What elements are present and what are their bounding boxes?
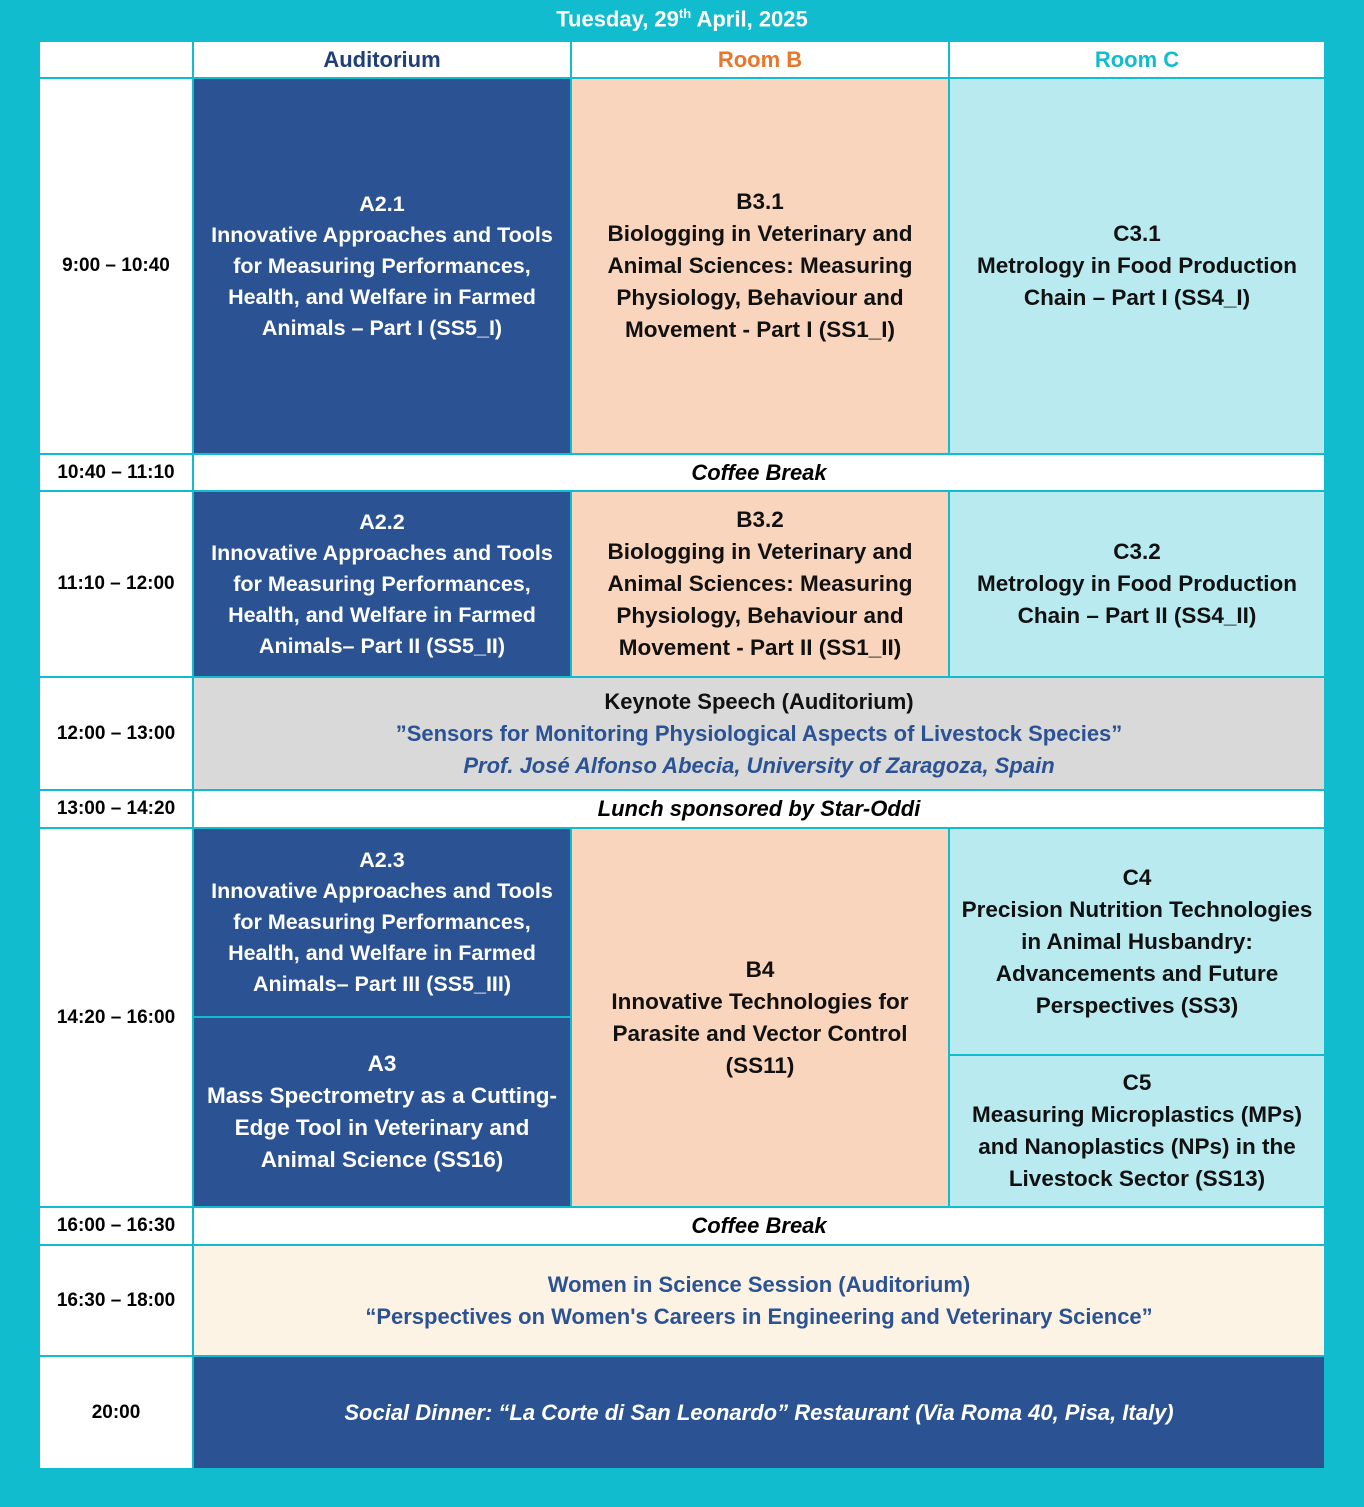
- session-line: Animals– Part III (SS5_III): [252, 972, 512, 996]
- session-line: Health, and Welfare in Farmed: [228, 941, 536, 965]
- session-line: Chain – Part I (SS4_I): [1023, 285, 1251, 310]
- session-c3-2: [950, 492, 1324, 676]
- session-code: A3: [367, 1051, 397, 1076]
- session-line: Innovative Approaches and Tools: [211, 222, 553, 247]
- coffee-break: Coffee Break: [194, 455, 1324, 490]
- session-line: Chain – Part II (SS4_II): [1017, 603, 1257, 628]
- keynote-heading: Keynote Speech (Auditorium): [604, 688, 914, 714]
- session-line: Physiology, Behaviour and: [616, 285, 904, 310]
- session-a2-3: [194, 829, 570, 1016]
- session-line: Physiology, Behaviour and: [616, 603, 904, 628]
- session-line: Innovative Technologies for: [611, 988, 909, 1014]
- time-slot: 10:40 – 11:10: [40, 455, 192, 490]
- time-slot: 16:00 – 16:30: [40, 1208, 192, 1244]
- session-line: in Animal Husbandry:: [1021, 928, 1253, 954]
- session-line: Animal Science (SS16): [260, 1147, 504, 1172]
- lunch: Lunch sponsored by Star-Oddi: [194, 791, 1324, 827]
- time-slot: 12:00 – 13:00: [40, 678, 192, 789]
- session-line: Movement - Part I (SS1_I): [624, 317, 896, 342]
- session-line: for Measuring Performances,: [233, 253, 531, 278]
- session-code: C3.1: [1113, 221, 1161, 246]
- session-line: Advancements and Future: [995, 960, 1279, 986]
- time-slot: 11:10 – 12:00: [40, 492, 192, 676]
- keynote-talk-title: ”Sensors for Monitoring Physiological Aspects of Livestock Species”: [395, 720, 1123, 746]
- session-line: Metrology in Food Production: [977, 571, 1297, 596]
- session-line: and Nanoplastics (NPs) in the: [978, 1134, 1296, 1159]
- page-title: [0, 6, 1364, 32]
- time-slot: 9:00 – 10:40: [40, 79, 192, 453]
- session-line: Parasite and Vector Control: [612, 1020, 908, 1046]
- session-line: Animals – Part I (SS5_I): [261, 315, 503, 340]
- session-line: Animal Sciences: Measuring: [607, 253, 913, 278]
- session-line: Precision Nutrition Technologies: [961, 896, 1313, 922]
- session-a3: [194, 1018, 570, 1206]
- session-line: Health, and Welfare in Farmed: [228, 602, 536, 627]
- time-slot: 13:00 – 14:20: [40, 791, 192, 827]
- session-a2-1: [194, 79, 570, 453]
- session-line: Innovative Approaches and Tools: [211, 540, 553, 565]
- session-c4: [950, 829, 1324, 1054]
- session-c3-1: [950, 79, 1324, 453]
- session-code: C4: [1122, 864, 1152, 890]
- header-corner: [40, 42, 192, 77]
- time-slot: 20:00: [40, 1357, 192, 1468]
- session-line: Innovative Approaches and Tools: [211, 879, 553, 903]
- session-code: B3.1: [736, 189, 784, 214]
- women-talk-title: “Perspectives on Women's Careers in Engineering and Veterinary Science”: [365, 1303, 1153, 1329]
- session-line: (SS11): [725, 1052, 795, 1078]
- session-line: Biologging in Veterinary and: [607, 221, 913, 246]
- room-header-room-b: Room B: [572, 42, 948, 77]
- time-slot: 14:20 – 16:00: [40, 829, 192, 1206]
- session-code: A2.3: [359, 848, 405, 872]
- session-line: Livestock Sector (SS13): [1008, 1166, 1266, 1191]
- title-day: Tuesday, 29: [556, 6, 679, 32]
- session-b4: [572, 829, 948, 1206]
- session-line: Mass Spectrometry as a Cutting-: [206, 1083, 558, 1108]
- session-line: Perspectives (SS3): [1035, 992, 1239, 1018]
- session-code: A2.2: [359, 509, 405, 534]
- women-heading: Women in Science Session (Auditorium): [547, 1271, 971, 1297]
- session-line: for Measuring Performances,: [233, 910, 531, 934]
- session-line: Health, and Welfare in Farmed: [228, 284, 536, 309]
- session-code: C3.2: [1113, 539, 1161, 564]
- session-b3-1: [572, 79, 948, 453]
- coffee-break: Coffee Break: [194, 1208, 1324, 1244]
- session-line: for Measuring Performances,: [233, 571, 531, 596]
- session-line: Movement - Part II (SS1_II): [618, 635, 902, 660]
- room-header-auditorium: Auditorium: [194, 42, 570, 77]
- session-line: Animals– Part II (SS5_II): [258, 633, 506, 658]
- session-b3-2: [572, 492, 948, 676]
- session-a2-2: [194, 492, 570, 676]
- session-line: Measuring Microplastics (MPs): [971, 1102, 1303, 1127]
- session-code: C5: [1122, 1070, 1152, 1095]
- time-slot: 16:30 – 18:00: [40, 1246, 192, 1355]
- session-line: Metrology in Food Production: [977, 253, 1297, 278]
- keynote-speaker: Prof. José Alfonso Abecia, University of Zaragoza, Spain: [463, 752, 1055, 778]
- session-code: A2.1: [359, 191, 405, 216]
- session-line: Animal Sciences: Measuring: [607, 571, 913, 596]
- title-rest: April, 2025: [691, 6, 808, 32]
- session-line: Biologging in Veterinary and: [607, 539, 913, 564]
- women-in-science-session: [194, 1246, 1324, 1355]
- session-line: Edge Tool in Veterinary and: [234, 1115, 530, 1140]
- title-sup: th: [678, 6, 692, 21]
- keynote-speech: [194, 678, 1324, 789]
- session-c5: [950, 1056, 1324, 1206]
- room-header-room-c: Room C: [950, 42, 1324, 77]
- session-code: B4: [745, 956, 775, 982]
- social-dinner: Social Dinner: “La Corte di San Leonardo” Restaurant (Via Roma 40, Pisa, Italy): [194, 1357, 1324, 1468]
- session-code: B3.2: [736, 507, 784, 532]
